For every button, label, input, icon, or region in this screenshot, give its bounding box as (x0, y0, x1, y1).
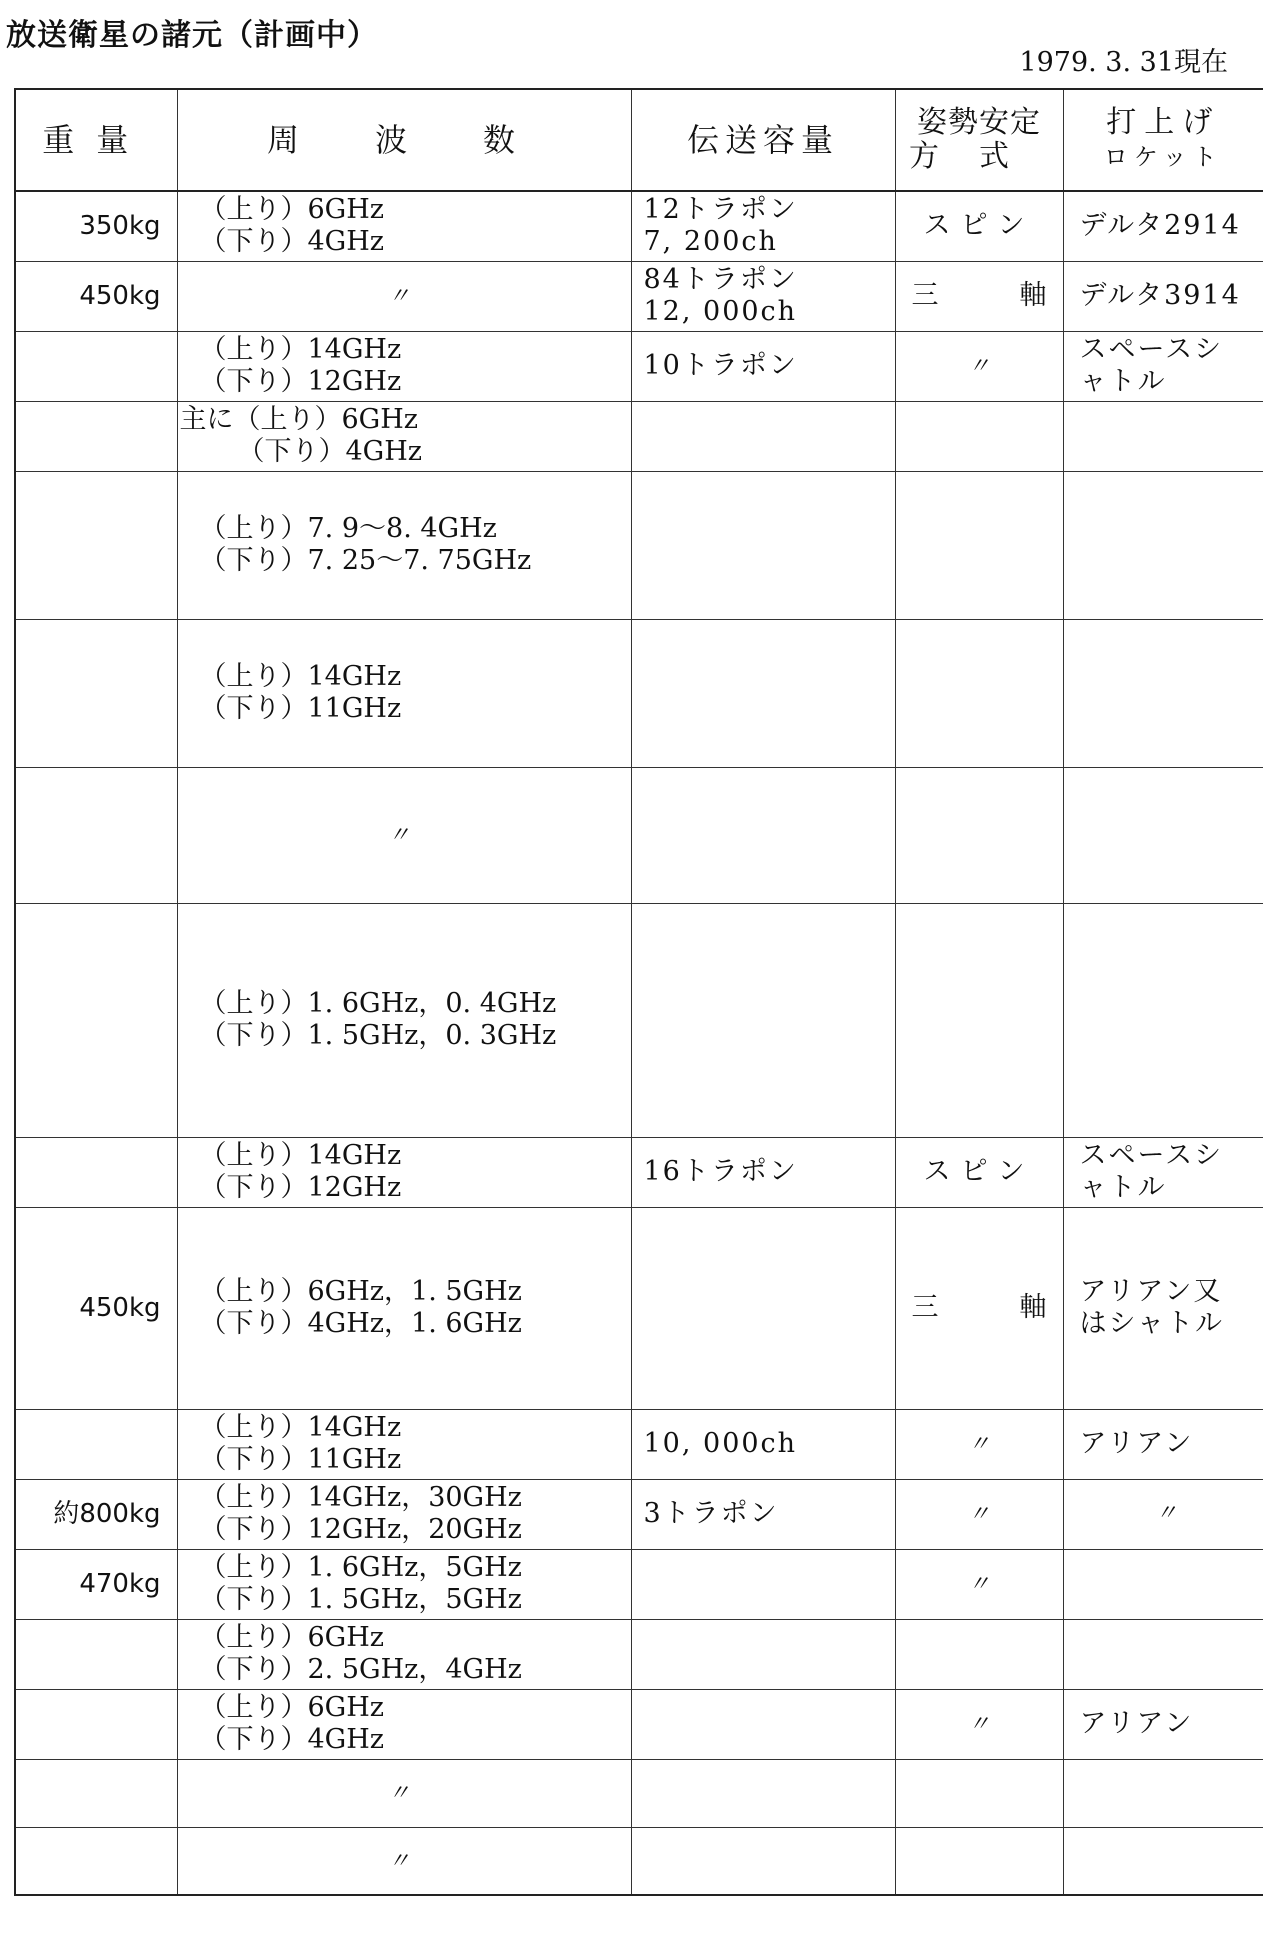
table-row (15, 767, 1263, 903)
frequency-downlink: （下り）4GHz，1. 6GHz (199, 1308, 522, 1339)
header-attitude-line2: 方式 (909, 139, 1049, 174)
frequency-downlink: （下り）12GHz (199, 366, 402, 397)
cell-frequency (177, 191, 631, 261)
cell-frequency (177, 1207, 631, 1409)
frequency-downlink: （下り）7. 25〜7. 75GHz (199, 545, 532, 576)
table-row (15, 1479, 1263, 1549)
cell-rocket (1063, 767, 1263, 903)
cell-weight (15, 1619, 177, 1689)
rocket-line: アリアン (1079, 1708, 1194, 1739)
cell-rocket (1063, 331, 1263, 401)
rocket-line: スペースシ (1079, 1140, 1224, 1171)
cell-frequency (177, 1619, 631, 1689)
cell-attitude (895, 1479, 1063, 1549)
table-row (15, 1759, 1263, 1827)
cell-rocket (1063, 1759, 1263, 1827)
ditto-mark: 〃 (387, 823, 410, 848)
table-row (15, 331, 1263, 401)
attitude-split (906, 1292, 1053, 1324)
rocket-line: デルタ2914 (1079, 210, 1241, 242)
table-row (15, 471, 1263, 619)
attitude-value: 〃 (967, 1432, 990, 1457)
attitude-part: 三 (911, 1292, 939, 1323)
table-row (15, 191, 1263, 261)
cell-weight: 450kg (15, 261, 177, 331)
cell-weight (15, 1759, 177, 1827)
frequency-downlink: （下り）4GHz (237, 436, 423, 467)
capacity-line: 10, 000ch (643, 1428, 798, 1459)
cell-attitude (895, 191, 1063, 261)
cell-frequency (177, 471, 631, 619)
cell-rocket (1063, 401, 1263, 471)
rocket-line: アリアン (1079, 1428, 1194, 1459)
cell-frequency (177, 903, 631, 1137)
cell-capacity (631, 331, 895, 401)
frequency-uplink: （上り）1. 6GHz，0. 4GHz (199, 988, 557, 1019)
capacity-line: 16トラポン (643, 1156, 798, 1187)
rocket-line: スペースシ (1079, 334, 1224, 365)
cell-weight (15, 331, 177, 401)
attitude-value: 〃 (967, 1572, 990, 1597)
frequency-uplink: （上り）6GHz (199, 1692, 385, 1723)
ditto-mark: 〃 (387, 1848, 410, 1874)
header-attitude (895, 89, 1063, 191)
cell-capacity (631, 1549, 895, 1619)
cell-attitude (895, 331, 1063, 401)
table-row (15, 903, 1263, 1137)
cell-attitude (895, 471, 1063, 619)
frequency-uplink: （上り）6GHz (199, 194, 385, 226)
frequency-uplink: （上り）1. 6GHz，5GHz (199, 1552, 522, 1583)
cell-attitude (895, 1409, 1063, 1479)
cell-attitude (895, 619, 1063, 767)
frequency-downlink: （下り）12GHz (199, 1172, 402, 1203)
frequency-downlink: （下り）4GHz (199, 1724, 385, 1755)
cell-frequency (177, 1137, 631, 1207)
frequency-uplink: （上り）6GHz (199, 1622, 385, 1653)
cell-rocket (1063, 619, 1263, 767)
cell-rocket (1063, 1619, 1263, 1689)
cell-attitude (895, 1759, 1063, 1827)
cell-frequency (177, 401, 631, 471)
table-row (15, 619, 1263, 767)
cell-capacity (631, 1409, 895, 1479)
header-rocket (1063, 89, 1263, 191)
frequency-downlink: （下り）4GHz (199, 226, 385, 258)
as-of-date: 1979. 3. 31現在 (1019, 47, 1228, 78)
cell-weight (15, 471, 177, 619)
satellite-spec-table (14, 88, 1263, 1896)
frequency-downlink: （下り）1. 5GHz，5GHz (199, 1584, 522, 1615)
frequency-downlink: （下り）2. 5GHz，4GHz (199, 1654, 522, 1685)
cell-capacity (631, 767, 895, 903)
header-attitude-line1: 姿勢安定 (917, 105, 1041, 140)
cell-weight (15, 1137, 177, 1207)
cell-weight: 約800kg (15, 1479, 177, 1549)
frequency-uplink: （上り）14GHz (199, 1412, 402, 1443)
frequency-downlink: （下り）11GHz (199, 1444, 402, 1475)
rocket-line: 〃 (1155, 1501, 1178, 1526)
capacity-line: 3トラポン (643, 1498, 779, 1529)
rocket-line: アリアン又 (1079, 1276, 1223, 1307)
header-frequency: 周波数 (177, 89, 631, 191)
cell-rocket (1063, 471, 1263, 619)
header-weight: 重量 (15, 89, 177, 191)
capacity-line: 84トラポン (643, 264, 798, 295)
page-title: 放送衛星の諸元（計画中） (6, 18, 378, 53)
header-capacity: 伝送容量 (631, 89, 895, 191)
rocket-line: ャトル (1079, 1172, 1167, 1203)
attitude-value: スピン (923, 1156, 1035, 1187)
table-row (15, 1137, 1263, 1207)
cell-attitude (895, 1619, 1063, 1689)
cell-weight (15, 619, 177, 767)
cell-capacity (631, 1689, 895, 1759)
cell-attitude (895, 261, 1063, 331)
frequency-downlink: （下り）11GHz (199, 693, 402, 724)
cell-rocket (1063, 1479, 1263, 1549)
cell-rocket (1063, 903, 1263, 1137)
cell-rocket (1063, 1689, 1263, 1759)
cell-capacity (631, 1619, 895, 1689)
table-row (15, 401, 1263, 471)
cell-capacity (631, 619, 895, 767)
cell-attitude (895, 1207, 1063, 1409)
cell-attitude (895, 401, 1063, 471)
cell-attitude (895, 903, 1063, 1137)
attitude-value: スピン (923, 210, 1035, 242)
capacity-line: 7, 200ch (643, 226, 778, 258)
cell-capacity (631, 191, 895, 261)
cell-frequency (177, 1479, 631, 1549)
cell-capacity (631, 1479, 895, 1549)
attitude-part: 軸 (1019, 1292, 1047, 1323)
table-row (15, 1409, 1263, 1479)
cell-weight (15, 1409, 177, 1479)
frequency-uplink: （上り）14GHz (199, 1140, 402, 1171)
rocket-line: デルタ3914 (1079, 280, 1241, 311)
cell-weight (15, 767, 177, 903)
attitude-value: 〃 (967, 354, 990, 379)
attitude-part: 軸 (1019, 280, 1047, 311)
cell-rocket (1063, 1827, 1263, 1895)
capacity-line: 12トラポン (643, 194, 798, 226)
frequency-downlink: （下り）12GHz，20GHz (199, 1514, 522, 1545)
cell-weight (15, 401, 177, 471)
table-row (15, 261, 1263, 331)
cell-weight (15, 903, 177, 1137)
cell-frequency (177, 767, 631, 903)
cell-frequency (177, 1409, 631, 1479)
cell-attitude (895, 767, 1063, 903)
cell-capacity (631, 903, 895, 1137)
cell-capacity (631, 471, 895, 619)
attitude-value: 〃 (967, 1502, 990, 1527)
frequency-uplink: （上り）7. 9〜8. 4GHz (199, 513, 497, 544)
cell-rocket (1063, 191, 1263, 261)
capacity-line: 10トラポン (643, 350, 798, 381)
table-row (15, 1619, 1263, 1689)
cell-rocket (1063, 1137, 1263, 1207)
frequency-uplink: 主に（上り）6GHz (179, 404, 419, 435)
cell-attitude (895, 1549, 1063, 1619)
attitude-value: 〃 (967, 1712, 990, 1737)
cell-frequency (177, 261, 631, 331)
cell-rocket (1063, 1549, 1263, 1619)
cell-attitude (895, 1689, 1063, 1759)
cell-capacity (631, 1827, 895, 1895)
cell-frequency (177, 331, 631, 401)
frequency-downlink: （下り）1. 5GHz，0. 3GHz (199, 1020, 557, 1051)
cell-capacity (631, 1759, 895, 1827)
cell-rocket (1063, 1207, 1263, 1409)
table-row (15, 1549, 1263, 1619)
cell-weight (15, 1827, 177, 1895)
frequency-uplink: （上り）14GHz (199, 334, 402, 365)
ditto-mark: 〃 (387, 284, 410, 309)
rocket-line: はシャトル (1079, 1308, 1224, 1339)
cell-weight: 450kg (15, 1207, 177, 1409)
cell-attitude (895, 1137, 1063, 1207)
table-row (15, 1689, 1263, 1759)
header-rocket-line2: ロケット (1103, 143, 1223, 171)
cell-frequency (177, 1689, 631, 1759)
attitude-split (906, 280, 1053, 312)
cell-capacity (631, 401, 895, 471)
cell-weight: 470kg (15, 1549, 177, 1619)
cell-weight (15, 1689, 177, 1759)
cell-capacity (631, 1137, 895, 1207)
cell-capacity (631, 1207, 895, 1409)
capacity-line: 12, 000ch (643, 296, 798, 327)
cell-rocket (1063, 1409, 1263, 1479)
header-rocket-line1: 打上げ (1106, 105, 1221, 140)
cell-frequency (177, 619, 631, 767)
table-row (15, 1207, 1263, 1409)
frequency-uplink: （上り）6GHz，1. 5GHz (199, 1276, 522, 1307)
cell-frequency (177, 1549, 631, 1619)
header-row (15, 89, 1263, 191)
cell-frequency (177, 1827, 631, 1895)
rocket-line: ャトル (1079, 366, 1167, 397)
cell-frequency (177, 1759, 631, 1827)
cell-weight: 350kg (15, 191, 177, 261)
cell-capacity (631, 261, 895, 331)
cell-rocket (1063, 261, 1263, 331)
frequency-uplink: （上り）14GHz，30GHz (199, 1482, 522, 1513)
table-row (15, 1827, 1263, 1895)
attitude-part: 三 (911, 280, 939, 311)
frequency-uplink: （上り）14GHz (199, 661, 402, 692)
cell-attitude (895, 1827, 1063, 1895)
ditto-mark: 〃 (387, 1781, 410, 1806)
